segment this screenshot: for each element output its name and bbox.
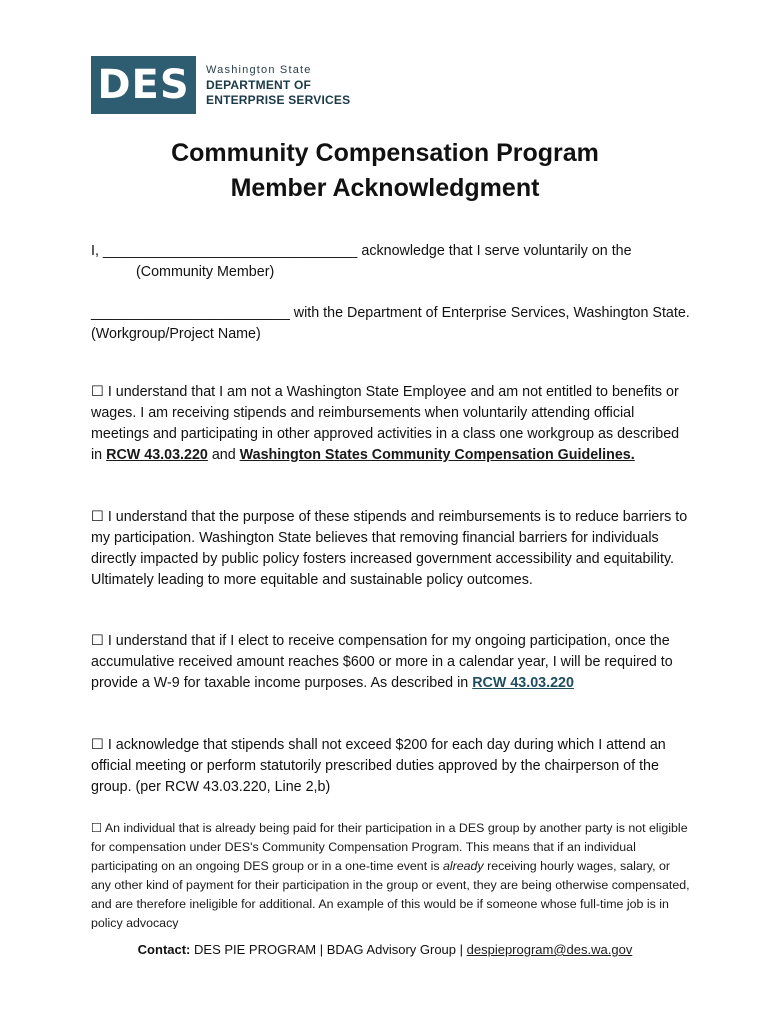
item-5-emphasis: already	[442, 859, 484, 873]
community-member-label: (Community Member)	[136, 264, 275, 280]
statement-suffix-2: with the Department of Enterprise Services, Washington State.	[293, 305, 690, 321]
logo-state-name: Washington State	[206, 63, 312, 76]
checkbox-icon[interactable]: ☐	[91, 509, 104, 525]
workgroup-label: (Workgroup/Project Name)	[91, 326, 261, 342]
title-line-1: Community Compensation Program	[171, 139, 599, 167]
checkbox-icon[interactable]: ☐	[91, 737, 104, 753]
rcw-link[interactable]: RCW 43.03.220	[472, 675, 574, 691]
item-1-text: I understand that I am not a Washington State Employee and am not entitled to benefits or wages. I am receiving stipends and reimbursements when voluntarily attending official meetings and participating in other approved activities in a class one workgroup as described in	[91, 384, 680, 463]
item-5-text: An individual that is already being paid for their participation in a DES group by another party is not eligible for compensation under DES's Community Compensation Program. This means that if an individual participating on an ongoing DES group or in a one-time event is	[91, 821, 688, 873]
rcw-link[interactable]: RCW 43.03.220	[106, 447, 208, 463]
acknowledgment-item-2	[91, 507, 691, 591]
statement-line-1	[91, 241, 632, 261]
statement-suffix-1: acknowledge that I serve voluntarily on the	[361, 243, 632, 259]
statement-prefix: I,	[91, 243, 99, 259]
guidelines-link[interactable]: Washington States Community Compensation Guidelines.	[239, 447, 635, 463]
workgroup-blank[interactable]: _________________________	[91, 305, 290, 321]
checkbox-icon[interactable]: ☐	[91, 633, 104, 649]
contact-label: Contact:	[137, 942, 191, 957]
des-logo-mark: DES	[91, 56, 196, 114]
statement-line-2	[91, 303, 690, 323]
item-1-conjunction: and	[211, 447, 236, 463]
item-5-text-continued: receiving hourly wages, salary, or any other kind of payment for their participation in the group or event, they are being otherwise compensated, and are therefore ineligible for additional. An example of this would be if someone whose full-time job is in policy advocacy	[91, 859, 690, 929]
community-member-blank[interactable]: ________________________________	[102, 243, 358, 259]
contact-footer	[0, 940, 770, 960]
item-2-text: I understand that the purpose of these stipends and reimbursements is to reduce barriers to my participation. Washington State believes that removing financial barriers for individuals directly impacted by public policy fosters increased government accessibility and equitability. Ultimately leading to more equitable and sustainable policy outcomes.	[91, 509, 688, 588]
item-4-text: I acknowledge that stipends shall not exceed $200 for each day during which I attend an official meeting or perform statutorily prescribed duties approved by the chairperson of the group. (per RCW 43.03.220, Line 2,b)	[91, 737, 666, 795]
contact-email-link[interactable]: despieprogram@des.wa.gov	[466, 942, 633, 957]
checkbox-icon[interactable]: ☐	[91, 384, 104, 400]
contact-text: DES PIE PROGRAM | BDAG Advisory Group |	[194, 942, 464, 957]
acknowledgment-item-5	[91, 818, 691, 929]
logo-dept-line1: DEPARTMENT OF	[206, 77, 312, 92]
acknowledgment-item-4	[91, 735, 691, 798]
checkbox-icon[interactable]: ☐	[91, 820, 103, 835]
des-logo	[91, 56, 350, 114]
acknowledgment-item-3	[91, 631, 691, 694]
logo-dept-line2: ENTERPRISE SERVICES	[206, 92, 351, 107]
title-line-2: Member Acknowledgment	[230, 174, 540, 202]
acknowledgment-item-1	[91, 382, 691, 466]
item-3-text: I understand that if I elect to receive compensation for my ongoing participation, once the accumulative received amount reaches $600 or more in a calendar year, I will be required to provide a W-9 for taxable income purposes. As described in	[91, 633, 673, 691]
page-title	[0, 136, 770, 206]
des-logo-text	[206, 63, 350, 108]
